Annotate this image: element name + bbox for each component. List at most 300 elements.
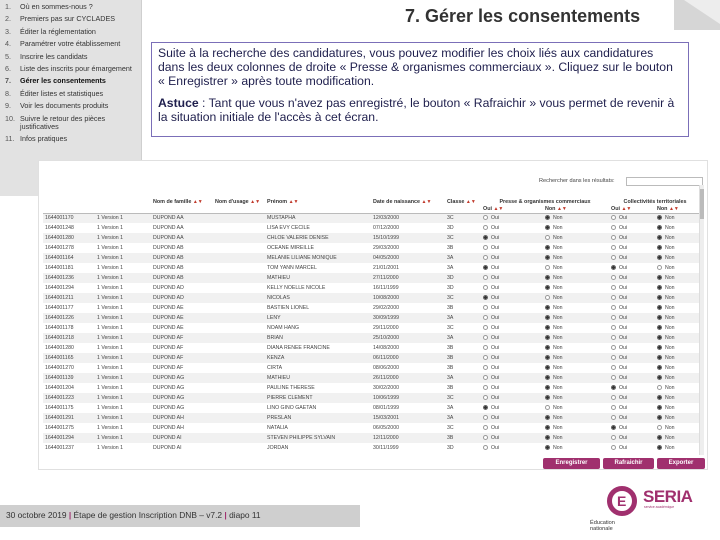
cell-nom-usage	[213, 283, 265, 293]
cell-classe: 3D	[445, 283, 481, 293]
presse-radio-non[interactable]	[543, 213, 609, 223]
presse-radio-non[interactable]	[543, 323, 609, 333]
instruction-box	[151, 42, 689, 137]
collect-radio-oui[interactable]	[609, 313, 655, 323]
presse-radio-oui[interactable]	[481, 243, 543, 253]
col-nom-usage-header[interactable]: Nom d'usage ▲▼	[215, 199, 261, 205]
nav-item[interactable]	[0, 40, 141, 48]
radio-non-icon[interactable]	[545, 295, 550, 300]
cell-classe: 3A	[445, 333, 481, 343]
collect-radio-non[interactable]	[655, 273, 701, 283]
radio-non-icon[interactable]	[657, 355, 662, 360]
collect-radio-non[interactable]	[655, 443, 701, 453]
radio-label: Oui	[491, 255, 500, 261]
col-date-header[interactable]: Date de naissance ▲▼	[373, 199, 432, 205]
collect-radio-non[interactable]	[655, 283, 701, 293]
radio-non-icon[interactable]	[657, 275, 662, 280]
collect-radio-non[interactable]	[655, 223, 701, 233]
collect-radio-oui[interactable]	[609, 283, 655, 293]
cell-version: 1 Version 1	[95, 263, 151, 273]
radio-oui-icon[interactable]	[483, 305, 488, 310]
presse-radio-oui[interactable]	[481, 253, 543, 263]
presse-radio-oui[interactable]	[481, 423, 543, 433]
radio-label: Non	[665, 425, 675, 431]
cell-version: 1 Version 1	[95, 343, 151, 353]
presse-radio-oui[interactable]	[481, 313, 543, 323]
nav-item[interactable]	[0, 53, 141, 61]
presse-radio-oui[interactable]	[481, 233, 543, 243]
presse-radio-oui[interactable]	[481, 303, 543, 313]
nav-item[interactable]	[0, 77, 141, 85]
presse-radio-non[interactable]	[543, 363, 609, 373]
radio-oui-icon[interactable]	[611, 445, 616, 450]
cell-date: 08/06/2000	[371, 363, 445, 373]
radio-non-icon[interactable]	[657, 225, 662, 230]
radio-non-icon[interactable]	[545, 355, 550, 360]
collect-radio-oui[interactable]	[609, 373, 655, 383]
presse-oui-header[interactable]: Oui ▲▼	[481, 205, 543, 213]
presse-radio-non[interactable]	[543, 313, 609, 323]
presse-radio-oui[interactable]	[481, 393, 543, 403]
radio-oui-icon[interactable]	[483, 405, 488, 410]
radio-oui-icon[interactable]	[611, 375, 616, 380]
cell-version: 1 Version 1	[95, 303, 151, 313]
cell-version: 1 Version 1	[95, 293, 151, 303]
nav-item[interactable]	[0, 65, 141, 73]
presse-radio-oui[interactable]	[481, 263, 543, 273]
presse-radio-oui[interactable]	[481, 373, 543, 383]
radio-oui-icon[interactable]	[483, 385, 488, 390]
radio-oui-icon[interactable]	[611, 295, 616, 300]
presse-radio-oui[interactable]	[481, 363, 543, 373]
radio-oui-icon[interactable]	[483, 235, 488, 240]
radio-oui-icon[interactable]	[483, 215, 488, 220]
cell-nom-famille: DUPOND AG	[151, 393, 213, 403]
presse-radio-non[interactable]	[543, 373, 609, 383]
cell-date: 14/08/2000	[371, 343, 445, 353]
cell-nom-usage	[213, 213, 265, 223]
collect-radio-oui[interactable]	[609, 443, 655, 453]
collect-radio-non[interactable]	[655, 363, 701, 373]
radio-oui-icon[interactable]	[483, 355, 488, 360]
radio-oui-icon[interactable]	[611, 425, 616, 430]
presse-radio-non[interactable]	[543, 333, 609, 343]
radio-oui-icon[interactable]	[611, 335, 616, 340]
radio-label: Oui	[491, 225, 500, 231]
radio-label: Oui	[491, 315, 500, 321]
presse-radio-oui[interactable]	[481, 443, 543, 453]
cell-id: 1644001164	[43, 253, 95, 263]
collect-radio-non[interactable]	[655, 293, 701, 303]
cell-id: 1644001278	[43, 243, 95, 253]
cell-prenom: CHLOE VALERIE DENISE	[265, 233, 371, 243]
radio-non-icon[interactable]	[657, 365, 662, 370]
presse-radio-non[interactable]	[543, 293, 609, 303]
radio-non-icon[interactable]	[545, 235, 550, 240]
presse-radio-non[interactable]	[543, 443, 609, 453]
presse-radio-non[interactable]	[543, 233, 609, 243]
cell-classe: 3B	[445, 243, 481, 253]
table-scrollbar[interactable]	[699, 185, 704, 455]
radio-non-icon[interactable]	[657, 425, 662, 430]
table-row	[43, 253, 701, 263]
nav-item-label: Éditer la réglementation	[20, 26, 96, 36]
collect-radio-oui[interactable]	[609, 213, 655, 223]
radio-label: Non	[553, 285, 563, 291]
radio-non-icon[interactable]	[545, 415, 550, 420]
radio-non-icon[interactable]	[545, 315, 550, 320]
presse-radio-non[interactable]	[543, 283, 609, 293]
radio-non-icon[interactable]	[657, 295, 662, 300]
radio-non-icon[interactable]	[545, 395, 550, 400]
cell-date: 10/06/1999	[371, 393, 445, 403]
radio-non-icon[interactable]	[657, 325, 662, 330]
collect-radio-non[interactable]	[655, 263, 701, 273]
collect-radio-non[interactable]	[655, 423, 701, 433]
cell-version: 1 Version 1	[95, 433, 151, 443]
nav-item[interactable]	[0, 3, 141, 11]
ministry-line-1: Éducation	[590, 520, 615, 526]
radio-oui-icon[interactable]	[483, 225, 488, 230]
collect-radio-oui[interactable]	[609, 243, 655, 253]
radio-oui-icon[interactable]	[611, 255, 616, 260]
collect-radio-non[interactable]	[655, 323, 701, 333]
presse-radio-oui[interactable]	[481, 333, 543, 343]
radio-label: Oui	[491, 335, 500, 341]
radio-oui-icon[interactable]	[611, 395, 616, 400]
refresh-button[interactable]: Rafraichir	[603, 458, 654, 469]
radio-oui-icon[interactable]	[483, 335, 488, 340]
radio-oui-icon[interactable]	[611, 245, 616, 250]
radio-label: Non	[553, 295, 563, 301]
collect-radio-oui[interactable]	[609, 413, 655, 423]
collect-radio-non[interactable]	[655, 433, 701, 443]
radio-oui-icon[interactable]	[483, 315, 488, 320]
radio-oui-icon[interactable]	[611, 305, 616, 310]
radio-non-icon[interactable]	[545, 375, 550, 380]
collect-radio-non[interactable]	[655, 403, 701, 413]
radio-non-icon[interactable]	[545, 255, 550, 260]
cell-prenom: CIRTA	[265, 363, 371, 373]
radio-oui-icon[interactable]	[611, 265, 616, 270]
radio-oui-icon[interactable]	[611, 235, 616, 240]
radio-oui-icon[interactable]	[483, 245, 488, 250]
radio-label: Non	[665, 325, 675, 331]
cell-prenom: LINO GINO GAETAN	[265, 403, 371, 413]
radio-non-icon[interactable]	[545, 225, 550, 230]
nav-item[interactable]	[0, 90, 141, 98]
cell-classe: 3C	[445, 233, 481, 243]
radio-label: Non	[665, 395, 675, 401]
collect-radio-non[interactable]	[655, 373, 701, 383]
radio-non-icon[interactable]	[545, 405, 550, 410]
presse-radio-non[interactable]	[543, 423, 609, 433]
radio-label: Non	[553, 235, 563, 241]
presse-radio-oui[interactable]	[481, 383, 543, 393]
candidates-table	[43, 191, 701, 453]
search-input[interactable]	[626, 177, 703, 186]
radio-non-icon[interactable]	[545, 345, 550, 350]
collect-radio-oui[interactable]	[609, 263, 655, 273]
radio-non-icon[interactable]	[545, 365, 550, 370]
radio-non-icon[interactable]	[545, 275, 550, 280]
collect-radio-non[interactable]	[655, 233, 701, 243]
collect-radio-non[interactable]	[655, 353, 701, 363]
nav-item-number: 2.	[5, 14, 11, 24]
collect-radio-non[interactable]	[655, 253, 701, 263]
table-row	[43, 433, 701, 443]
radio-non-icon[interactable]	[545, 245, 550, 250]
radio-oui-icon[interactable]	[483, 365, 488, 370]
collect-radio-oui[interactable]	[609, 393, 655, 403]
radio-non-icon[interactable]	[545, 325, 550, 330]
radio-non-icon[interactable]	[657, 255, 662, 260]
cell-nom-famille: DUPOND AG	[151, 403, 213, 413]
radio-oui-icon[interactable]	[611, 415, 616, 420]
presse-radio-oui[interactable]	[481, 403, 543, 413]
collect-radio-oui[interactable]	[609, 363, 655, 373]
cell-nom-famille: DUPOND AB	[151, 243, 213, 253]
radio-oui-icon[interactable]	[483, 275, 488, 280]
presse-radio-oui[interactable]	[481, 433, 543, 443]
radio-non-icon[interactable]	[545, 285, 550, 290]
export-button[interactable]: Exporter	[657, 458, 705, 469]
collect-radio-oui[interactable]	[609, 293, 655, 303]
cell-date: 30/02/2000	[371, 383, 445, 393]
radio-label: Non	[665, 415, 675, 421]
radio-non-icon[interactable]	[657, 385, 662, 390]
nav-item-label: Où en sommes-nous ?	[20, 2, 93, 11]
radio-oui-icon[interactable]	[611, 215, 616, 220]
candidates-table-panel	[38, 160, 708, 470]
cell-prenom: MELANIE LILIANE MONIQUE	[265, 253, 371, 263]
radio-oui-icon[interactable]	[483, 265, 488, 270]
radio-oui-icon[interactable]	[611, 285, 616, 290]
table-row	[43, 373, 701, 383]
collect-radio-oui[interactable]	[609, 333, 655, 343]
radio-oui-icon[interactable]	[483, 295, 488, 300]
cell-date: 30/11/1999	[371, 443, 445, 453]
collect-radio-non[interactable]	[655, 313, 701, 323]
scrollbar-thumb[interactable]	[700, 189, 704, 219]
radio-non-icon[interactable]	[545, 445, 550, 450]
cell-version: 1 Version 1	[95, 423, 151, 433]
table-row	[43, 423, 701, 433]
radio-oui-icon[interactable]	[483, 435, 488, 440]
nav-item-label: Liste des inscrits pour émargement	[20, 64, 132, 74]
brand-name: SERIA	[643, 487, 693, 506]
collect-radio-non[interactable]	[655, 393, 701, 403]
radio-oui-icon[interactable]	[483, 415, 488, 420]
cell-nom-usage	[213, 413, 265, 423]
radio-label: Non	[665, 225, 675, 231]
radio-oui-icon[interactable]	[611, 435, 616, 440]
presse-radio-oui[interactable]	[481, 413, 543, 423]
cell-id: 1644001223	[43, 393, 95, 403]
presse-radio-non[interactable]	[543, 303, 609, 313]
col-classe-header[interactable]: Classe ▲▼	[447, 199, 476, 205]
radio-oui-icon[interactable]	[611, 275, 616, 280]
presse-radio-non[interactable]	[543, 223, 609, 233]
radio-oui-icon[interactable]	[611, 355, 616, 360]
radio-oui-icon[interactable]	[483, 325, 488, 330]
collect-radio-non[interactable]	[655, 343, 701, 353]
radio-non-icon[interactable]	[657, 245, 662, 250]
radio-non-icon[interactable]	[657, 435, 662, 440]
collect-radio-non[interactable]	[655, 383, 701, 393]
cell-id: 1644001236	[43, 273, 95, 283]
cell-version: 1 Version 1	[95, 243, 151, 253]
save-button[interactable]: Enregistrer	[543, 458, 600, 469]
radio-oui-icon[interactable]	[611, 325, 616, 330]
collect-radio-non[interactable]	[655, 213, 701, 223]
radio-non-icon[interactable]	[545, 425, 550, 430]
radio-oui-icon[interactable]	[611, 315, 616, 320]
collect-radio-oui[interactable]	[609, 433, 655, 443]
presse-radio-non[interactable]	[543, 273, 609, 283]
nav-item[interactable]	[0, 115, 141, 132]
nav-item[interactable]	[0, 135, 141, 143]
collect-radio-oui[interactable]	[609, 273, 655, 283]
radio-non-icon[interactable]	[657, 415, 662, 420]
presse-radio-oui[interactable]	[481, 213, 543, 223]
table-row	[43, 323, 701, 333]
radio-non-icon[interactable]	[657, 405, 662, 410]
presse-radio-non[interactable]	[543, 403, 609, 413]
cell-version: 1 Version 1	[95, 233, 151, 243]
col-prenom-header[interactable]: Prénom ▲▼	[267, 199, 299, 205]
cell-date: 12/03/2000	[371, 213, 445, 223]
collect-radio-oui[interactable]	[609, 253, 655, 263]
cell-nom-famille: DUPOND AE	[151, 303, 213, 313]
radio-non-icon[interactable]	[657, 285, 662, 290]
presse-non-header[interactable]: Non ▲▼	[543, 205, 609, 213]
presse-radio-oui[interactable]	[481, 343, 543, 353]
cell-prenom: MATHIEU	[265, 373, 371, 383]
presse-radio-non[interactable]	[543, 353, 609, 363]
presse-radio-oui[interactable]	[481, 273, 543, 283]
radio-oui-icon[interactable]	[483, 345, 488, 350]
radio-oui-icon[interactable]	[483, 395, 488, 400]
collect-radio-non[interactable]	[655, 243, 701, 253]
radio-label: Oui	[491, 395, 500, 401]
collect-oui-header[interactable]: Oui ▲▼	[609, 205, 655, 213]
radio-oui-icon[interactable]	[611, 405, 616, 410]
cell-date: 06/05/2000	[371, 423, 445, 433]
radio-non-icon[interactable]	[545, 335, 550, 340]
radio-label: Oui	[491, 385, 500, 391]
radio-label: Oui	[619, 405, 628, 411]
radio-non-icon[interactable]	[657, 445, 662, 450]
presse-radio-non[interactable]	[543, 343, 609, 353]
radio-label: Oui	[619, 295, 628, 301]
nav-item[interactable]	[0, 102, 141, 110]
radio-oui-icon[interactable]	[611, 385, 616, 390]
presse-radio-non[interactable]	[543, 243, 609, 253]
collect-radio-oui[interactable]	[609, 403, 655, 413]
search-label: Rechercher dans les résultats:	[539, 178, 615, 184]
nav-item[interactable]	[0, 15, 141, 23]
col-nom-famille-header[interactable]: Nom de famille ▲▼	[153, 199, 203, 205]
presse-radio-oui[interactable]	[481, 223, 543, 233]
radio-oui-icon[interactable]	[483, 255, 488, 260]
collect-radio-oui[interactable]	[609, 303, 655, 313]
radio-oui-icon[interactable]	[611, 365, 616, 370]
presse-radio-non[interactable]	[543, 263, 609, 273]
presse-radio-oui[interactable]	[481, 283, 543, 293]
radio-non-icon[interactable]	[657, 335, 662, 340]
presse-radio-non[interactable]	[543, 383, 609, 393]
cell-nom-famille: DUPOND AB	[151, 263, 213, 273]
collect-radio-non[interactable]	[655, 413, 701, 423]
radio-oui-icon[interactable]	[483, 375, 488, 380]
radio-non-icon[interactable]	[545, 435, 550, 440]
presse-radio-oui[interactable]	[481, 323, 543, 333]
radio-non-icon[interactable]	[545, 385, 550, 390]
presse-radio-oui[interactable]	[481, 293, 543, 303]
collect-radio-oui[interactable]	[609, 343, 655, 353]
cell-nom-usage	[213, 303, 265, 313]
collect-radio-non[interactable]	[655, 303, 701, 313]
cell-id: 1644001211	[43, 293, 95, 303]
radio-non-icon[interactable]	[657, 375, 662, 380]
collect-radio-oui[interactable]	[609, 423, 655, 433]
radio-non-icon[interactable]	[545, 305, 550, 310]
radio-non-icon[interactable]	[657, 215, 662, 220]
radio-non-icon[interactable]	[657, 235, 662, 240]
presse-radio-oui[interactable]	[481, 353, 543, 363]
radio-non-icon[interactable]	[657, 345, 662, 350]
cell-classe: 3C	[445, 293, 481, 303]
radio-oui-icon[interactable]	[611, 225, 616, 230]
radio-non-icon[interactable]	[545, 215, 550, 220]
radio-label: Non	[553, 355, 563, 361]
presse-radio-non[interactable]	[543, 253, 609, 263]
radio-non-icon[interactable]	[657, 265, 662, 270]
collect-radio-oui[interactable]	[609, 223, 655, 233]
nav-item-label: Suivre le retour des pièces justificatives	[20, 113, 106, 132]
cell-version: 1 Version 1	[95, 313, 151, 323]
radio-oui-icon[interactable]	[483, 285, 488, 290]
cell-nom-famille: DUPOND AE	[151, 313, 213, 323]
table-row	[43, 293, 701, 303]
radio-oui-icon[interactable]	[483, 425, 488, 430]
radio-non-icon[interactable]	[657, 395, 662, 400]
collect-radio-oui[interactable]	[609, 323, 655, 333]
presse-radio-non[interactable]	[543, 393, 609, 403]
radio-label: Non	[665, 345, 675, 351]
nav-item[interactable]	[0, 28, 141, 36]
radio-oui-icon[interactable]	[483, 445, 488, 450]
collect-radio-non[interactable]	[655, 333, 701, 343]
radio-non-icon[interactable]	[657, 305, 662, 310]
nav-item-label: Voir les documents produits	[20, 101, 109, 111]
presse-radio-non[interactable]	[543, 433, 609, 443]
presse-radio-non[interactable]	[543, 413, 609, 423]
nav-item-label: Éditer listes et statistiques	[20, 88, 104, 98]
cell-nom-usage	[213, 403, 265, 413]
radio-oui-icon[interactable]	[611, 345, 616, 350]
radio-label: Oui	[619, 255, 628, 261]
radio-non-icon[interactable]	[545, 265, 550, 270]
cell-id: 1644001204	[43, 383, 95, 393]
radio-non-icon[interactable]	[657, 315, 662, 320]
cell-version: 1 Version 1	[95, 373, 151, 383]
collect-non-header[interactable]: Non ▲▼	[655, 205, 701, 213]
collect-radio-oui[interactable]	[609, 383, 655, 393]
collect-radio-oui[interactable]	[609, 233, 655, 243]
collect-radio-oui[interactable]	[609, 353, 655, 363]
